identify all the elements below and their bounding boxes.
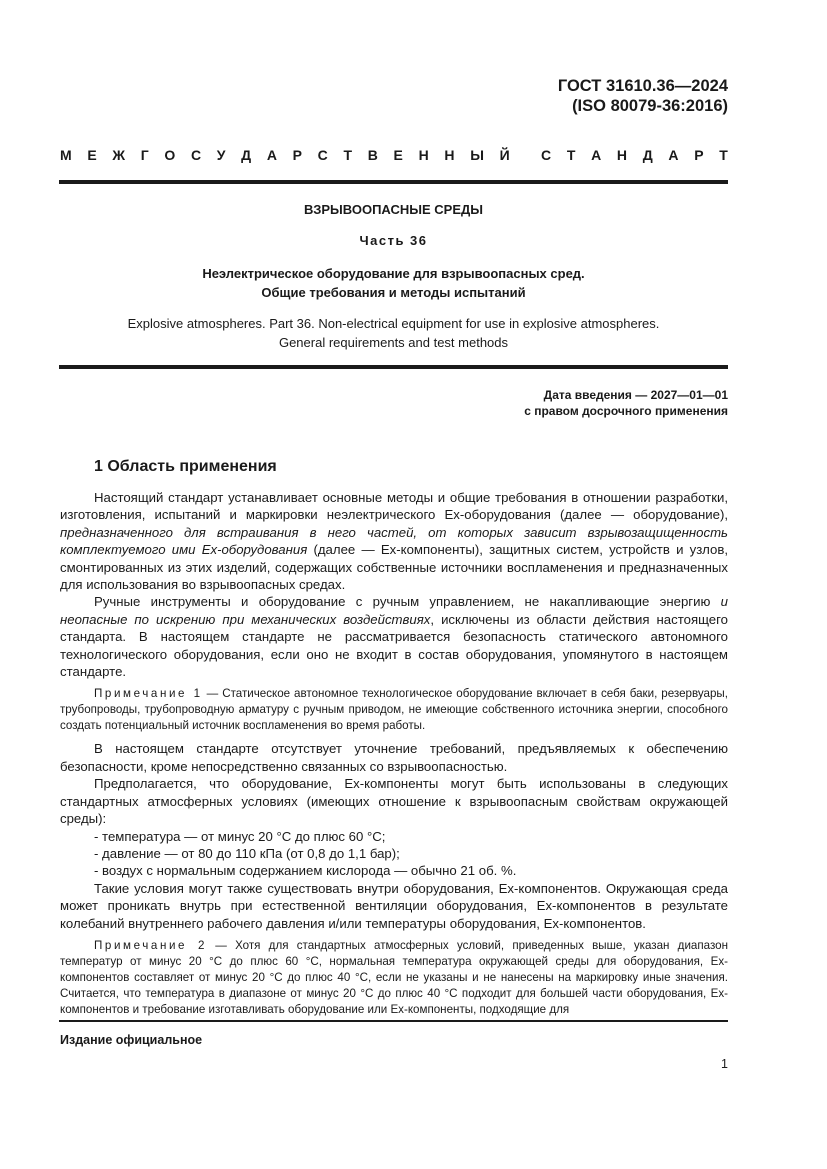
banner-letter: Р xyxy=(292,147,302,163)
date-early-application: с правом досрочного применения xyxy=(524,404,728,418)
banner-letter: Н xyxy=(616,147,628,163)
note-label: Примечание 1 xyxy=(94,687,203,701)
paragraph: Такие условия могут также существовать внутри оборудования, Ex-компонентов. Окружающая среда может проникать внутрь при естественной вентиляции оборудования, Ex-компонентов в результате колебаний внутреннего рабочего давления и/или температуры оборудования, Ex-компонентов. xyxy=(60,880,728,931)
banner-letter: Н xyxy=(444,147,455,163)
conditions-list xyxy=(60,828,728,880)
section-heading: 1 Область применения xyxy=(94,458,277,475)
edition-label: Издание официальное xyxy=(60,1033,203,1047)
banner-letter: Д xyxy=(241,147,252,163)
list-item: - воздух с нормальным содержанием кислорода — обычно 21 об. %. xyxy=(94,863,517,879)
russian-subtitle-line2: Общие требования и методы испытаний xyxy=(261,285,526,300)
title-divider xyxy=(59,365,728,369)
banner-letter: Т xyxy=(566,147,576,163)
banner-letter: Ы xyxy=(470,147,484,163)
english-subtitle-line2: General requirements and test methods xyxy=(278,335,509,350)
banner-letter: А xyxy=(668,147,679,163)
english-subtitle xyxy=(59,314,728,352)
banner-letter: В xyxy=(367,147,378,163)
russian-subtitle xyxy=(59,264,728,302)
date-intro: Дата введения — 2027—01—01 xyxy=(543,388,728,402)
iso-code: (ISO 80079-36:2016) xyxy=(572,97,728,115)
banner-letter: О xyxy=(164,147,176,163)
note-label: Примечание 2 xyxy=(94,938,207,952)
section-body xyxy=(60,489,728,1024)
english-subtitle-line1: Explosive atmospheres. Part 36. Non-electrical equipment for use in explosive atmospheres. xyxy=(127,316,660,331)
banner-letter: Г xyxy=(140,147,149,163)
note-2: Примечание 2 — Хотя для стандартных атмосферных условий, приведенных выше, указан диапазон температур от минус 20 °С до плюс 60 °С, нормальная температура окружающей среды для оборудования, Ex-компонентов составляет от минус 20 °С до плюс 40 °С, если не указаны и не нанесены на маркировку иные значения. Считается, что температура в диапазоне от минус 20 °С до плюс 40 °С подходит для большей части оборудования, Ex-компонентов и требование изготавливать оборудование или Ex-компоненты, подходящие для xyxy=(60,938,729,1016)
gost-code: ГОСТ 31610.36—2024 xyxy=(557,77,728,95)
page-number: 1 xyxy=(721,1057,728,1071)
interstate-standard-banner xyxy=(60,147,728,163)
banner-letter: Е xyxy=(87,147,97,163)
banner-letter: Н xyxy=(418,147,429,163)
banner-letter: М xyxy=(60,147,72,163)
introduction-date xyxy=(524,387,728,419)
document-title: ВЗРЫВООПАСНЫЕ СРЕДЫ xyxy=(304,202,483,217)
banner-letter: Й xyxy=(499,147,510,163)
banner-letter: Д xyxy=(642,147,653,163)
document-part: Часть 36 xyxy=(359,233,428,248)
note-1: Примечание 1 — Статическое автономное технологическое оборудование включает в себя баки, резервуары, трубопроводы, трубопроводную арматуру с ручным приводом, не имеющие собственного источника энергии, способного создать потенциальный источник воспламенения во время работы. xyxy=(60,687,728,733)
list-item: - давление — от 80 до 110 кПа (от 0,8 до 1,1 бар); xyxy=(94,845,400,861)
list-item: - температура — от минус 20 °С до плюс 60 °С; xyxy=(94,828,386,844)
banner-letter: Т xyxy=(719,147,728,163)
banner-letter: С xyxy=(541,147,552,163)
paragraph: Настоящий стандарт устанавливает основные методы и общие требования в отношении разработки, изготовления, испытаний и маркировки неэлектрического Ex-оборудования (далее — оборудование), предназначенного для встраивания в него частей, от которых зависит взрывозащищенность комплектуемого ими Ex-оборудования (далее — Ex-компоненты), защитных систем, устройств и узлов, смонтированных из этих изделий, содержащих собственные источники воспламенения и предназначенных для использования во взрывоопасных средах. xyxy=(60,490,728,593)
banner-letter: Е xyxy=(393,147,403,163)
document-code xyxy=(558,76,728,116)
footer-divider xyxy=(59,1020,728,1022)
top-divider xyxy=(59,180,728,184)
banner-letter: А xyxy=(266,147,277,163)
banner-letter: У xyxy=(216,147,226,163)
banner-letter: Ж xyxy=(112,147,126,163)
banner-letter: Р xyxy=(694,147,704,163)
paragraph: Предполагается, что оборудование, Ex-компоненты могут быть использованы в следующих стандартных атмосферных условиях (имеющих отношение к взрывоопасным свойствам окружающей среды): xyxy=(60,776,728,827)
banner-letter: С xyxy=(190,147,202,163)
paragraph: В настоящем стандарте отсутствует уточнение требований, предъявляемых к обеспечению безопасности, кроме непосредственно связанных со взрывоопасностью. xyxy=(60,741,728,774)
banner-letter: А xyxy=(591,147,602,163)
russian-subtitle-line1: Неэлектрическое оборудование для взрывоопасных сред. xyxy=(202,266,585,281)
banner-letter: С xyxy=(317,147,328,163)
paragraph: Ручные инструменты и оборудование с ручным управлением, не накапливающие энергию и неопасные по искрению при механических воздействиях, исключены из области действия настоящего стандарта. В настоящем стандарте не рассматривается безопасность статического автономного технологического оборудования, если оно не входит в состав оборудования, упомянутого в настоящем стандарте. xyxy=(60,594,728,680)
banner-letter: Т xyxy=(343,147,353,163)
